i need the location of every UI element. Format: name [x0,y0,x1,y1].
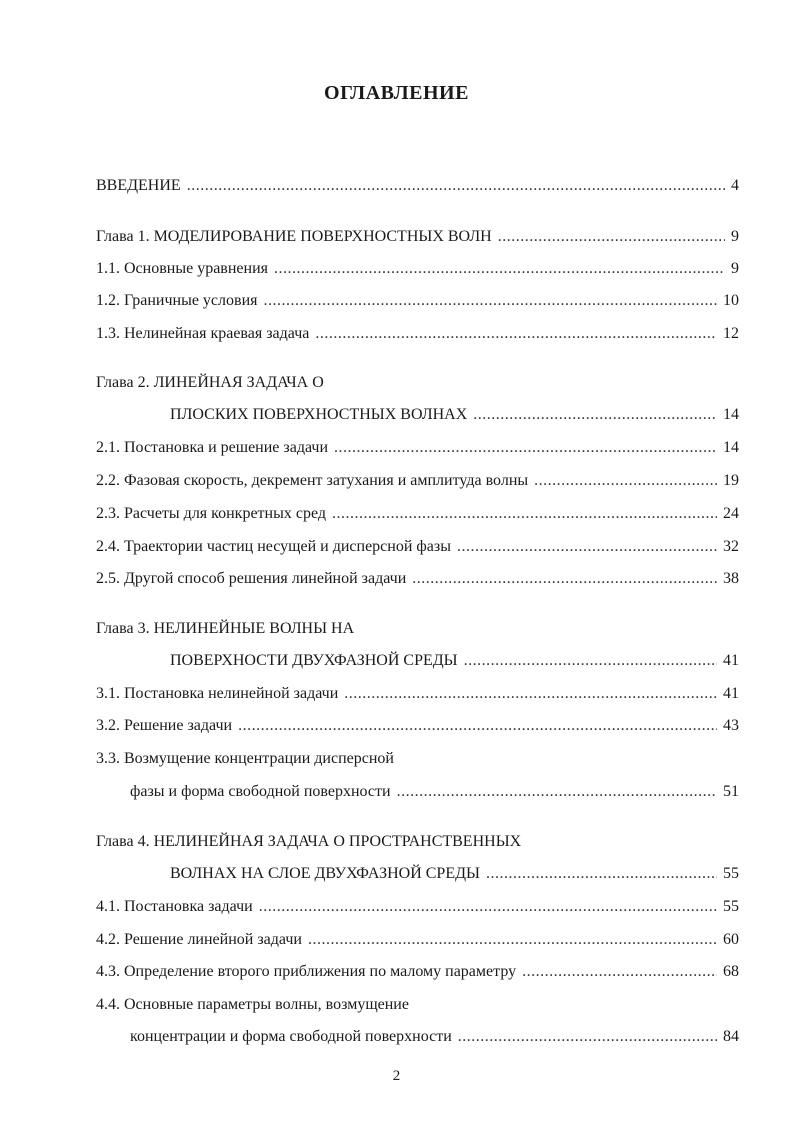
toc-page-number: 9 [731,260,739,277]
toc-page-number: 14 [723,439,739,456]
page-title: ОГЛАВЛЕНИЕ [324,82,469,104]
toc-page-number: 55 [723,865,739,882]
dot-leader [464,651,717,671]
toc-chapter-2-heading: Глава 2. ЛИНЕЙНАЯ ЗАДАЧА О [96,374,324,391]
toc-entry-chapter-1[interactable] [96,227,739,247]
dot-leader [457,537,717,557]
toc-page-number: 41 [723,685,739,702]
toc-entry-label: 3.1. Постановка нелинейной задачи [96,685,339,702]
toc-entry-label: 2.1. Постановка и решение задачи [96,439,329,456]
toc-chapter-3-heading: Глава 3. НЕЛИНЕЙНЫЕ ВОЛНЫ НА [96,620,355,637]
dot-leader [334,438,717,458]
toc-page-number: 4 [731,177,739,194]
toc-entry-3-3-heading: 3.3. Возмущение концентрации дисперсной [96,750,394,767]
dot-leader [412,569,717,589]
toc-page-number: 43 [723,717,739,734]
page-number: 2 [392,1068,401,1084]
toc-page-number: 12 [723,325,739,342]
toc-entry-1-3[interactable] [96,324,739,344]
toc-entry-2-1[interactable] [96,438,739,458]
toc-entry-3-1[interactable] [96,684,739,704]
toc-entry-label: ПЛОСКИХ ПОВЕРХНОСТНЫХ ВОЛНАХ [170,406,468,423]
toc-entry-2-3[interactable] [96,504,739,524]
toc-entry-3-2[interactable] [96,716,739,736]
toc-page-number: 24 [723,505,739,522]
dot-leader [238,716,717,736]
toc-entry-2-2[interactable] [96,471,739,491]
dot-leader [522,962,717,982]
toc-entry-label: 2.5. Другой способ решения линейной задачи [96,570,407,587]
dot-leader [315,324,717,344]
dot-leader [274,259,725,279]
dot-leader [264,291,718,311]
toc-entry-label: Глава 1. МОДЕЛИРОВАНИЕ ПОВЕРХНОСТНЫХ ВОЛН [96,228,492,245]
toc-page-number: 68 [723,963,739,980]
dot-leader [473,405,717,425]
dot-leader [308,930,717,950]
dot-leader [187,176,725,196]
toc-entry-1-1[interactable] [96,259,739,279]
toc-page-number: 51 [723,783,739,800]
toc-page-number: 41 [723,652,739,669]
toc-entry-4-1[interactable] [96,897,739,917]
toc-page-number: 55 [723,898,739,915]
toc-page-number: 19 [723,472,739,489]
toc-entry-label: 1.3. Нелинейная краевая задача [96,325,310,342]
toc-entry-label: 4.1. Постановка задачи [96,898,253,915]
toc-entry-label: концентрации и форма свободной поверхности [130,1028,452,1045]
toc-page-number: 14 [723,406,739,423]
toc-page-number: 9 [731,228,739,245]
toc-entry-4-4[interactable] [130,1027,739,1047]
toc-entry-label: 1.1. Основные уравнения [96,260,268,277]
dot-leader [534,471,717,491]
toc-page-number: 32 [723,538,739,555]
toc-entry-2-4[interactable] [96,537,739,557]
toc-entry-4-3[interactable] [96,962,739,982]
toc-page-number: 38 [723,570,739,587]
toc-entry-label: 4.2. Решение линейной задачи [96,931,302,948]
toc-page-number: 84 [723,1028,739,1045]
dot-leader [259,897,717,917]
toc-entry-label: 2.3. Расчеты для конкретных сред [96,505,326,522]
toc-entry-label: 1.2. Граничные условия [96,292,258,309]
dot-leader [458,1027,717,1047]
toc-entry-label: 3.2. Решение задачи [96,717,233,734]
toc-entry-label: фазы и форма свободной поверхности [130,783,391,800]
toc-entry-chapter-2[interactable] [170,405,739,425]
dot-leader [486,864,717,884]
toc-entry-label: ПОВЕРХНОСТИ ДВУХФАЗНОЙ СРЕДЫ [170,652,458,669]
toc-entry-4-4-heading: 4.4. Основные параметры волны, возмущение [96,996,409,1013]
toc-entry-label: 2.2. Фазовая скорость, декремент затухания и амплитуда волны [96,472,529,489]
toc-entry-introduction[interactable] [96,176,739,196]
toc-entry-3-3[interactable] [130,782,739,802]
dot-leader [332,504,717,524]
toc-entry-4-2[interactable] [96,930,739,950]
toc-page-number: 60 [723,931,739,948]
toc-entry-1-2[interactable] [96,291,739,311]
toc-chapter-4-heading: Глава 4. НЕЛИНЕЙНАЯ ЗАДАЧА О ПРОСТРАНСТВЕННЫХ [96,833,522,850]
toc-entry-label: ВВЕДЕНИЕ [96,177,181,194]
toc-page-number: 10 [723,292,739,309]
dot-leader [397,782,717,802]
dot-leader [344,684,717,704]
toc-entry-chapter-4[interactable] [170,864,739,884]
toc-entry-chapter-3[interactable] [170,651,739,671]
toc-entry-2-5[interactable] [96,569,739,589]
toc-entry-label: 2.4. Траектории частиц несущей и дисперсной фазы [96,538,451,555]
toc-entry-label: ВОЛНАХ НА СЛОЕ ДВУХФАЗНОЙ СРЕДЫ [170,865,480,882]
dot-leader [498,227,725,247]
toc-entry-label: 4.3. Определение второго приближения по малому параметру [96,963,517,980]
